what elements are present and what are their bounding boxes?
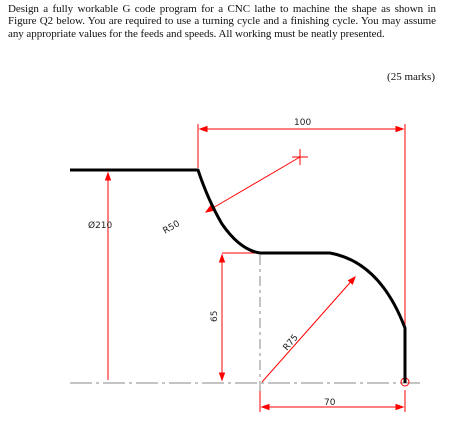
dim-radius-small: R50	[161, 219, 182, 237]
dim-radius-large: R75	[281, 332, 301, 353]
part-profile	[70, 170, 405, 383]
dim-length-total: 100	[294, 118, 312, 128]
dim-diameter: Ø210	[88, 221, 113, 231]
question-text: Design a fully workable G code program for a CNC lathe to machine the shape as shown in Figure Q2 below. You are required to use a turning cycle and a finishing cycle. You may assume any appropriate values for the feeds and speeds. All working must be neatly presented.	[8, 3, 436, 40]
dim-height-step: 65	[210, 310, 220, 322]
marks-label: (25 marks)	[387, 71, 435, 83]
dim-length-step: 70	[324, 398, 336, 408]
